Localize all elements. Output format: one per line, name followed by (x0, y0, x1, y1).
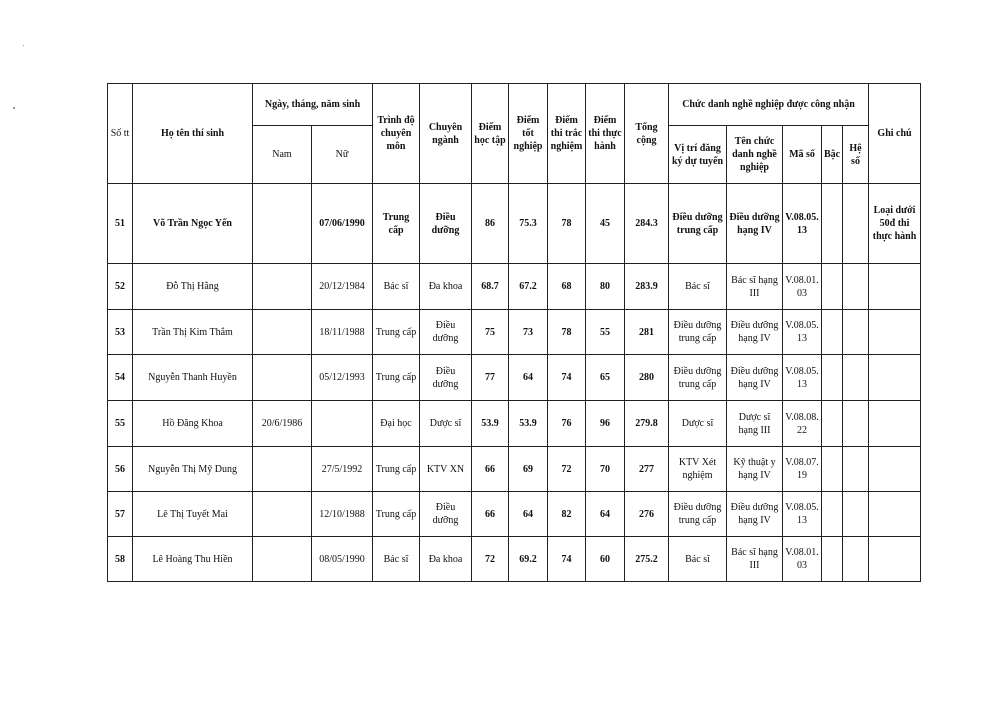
candidate-score-table (107, 83, 921, 582)
cell-code: V.08.05. 13 (783, 492, 822, 537)
header-female: Nữ (312, 126, 373, 184)
scan-speck (23, 45, 24, 46)
cell-grade (822, 401, 843, 447)
cell-name: Đỗ Thị Hằng (133, 264, 253, 310)
table-row (108, 264, 921, 310)
cell-grade (822, 355, 843, 401)
cell-position: KTV Xét nghiệm (669, 447, 727, 492)
cell-title: Điều dưỡng hạng IV (727, 310, 783, 355)
cell-study-score: 68.7 (472, 264, 509, 310)
header-row-top (108, 84, 921, 126)
cell-dob-female: 20/12/1984 (312, 264, 373, 310)
cell-dob-female: 05/12/1993 (312, 355, 373, 401)
cell-dob-male (253, 537, 312, 582)
cell-study-score: 66 (472, 447, 509, 492)
cell-total: 276 (625, 492, 669, 537)
cell-name: Võ Trần Ngọc Yến (133, 184, 253, 264)
cell-practice-score: 70 (586, 447, 625, 492)
cell-dob-female: 18/11/1988 (312, 310, 373, 355)
cell-name: Lê Hoàng Thu Hiền (133, 537, 253, 582)
cell-total: 275.2 (625, 537, 669, 582)
cell-stt: 56 (108, 447, 133, 492)
cell-test-score: 72 (548, 447, 586, 492)
cell-dob-female: 27/5/1992 (312, 447, 373, 492)
cell-name: Nguyễn Thị Mỹ Dung (133, 447, 253, 492)
cell-position: Điều dưỡng trung cấp (669, 355, 727, 401)
cell-grad-score: 53.9 (509, 401, 548, 447)
cell-major: KTV XN (420, 447, 472, 492)
cell-grade (822, 264, 843, 310)
cell-total: 280 (625, 355, 669, 401)
cell-qualification: Trung cấp (373, 184, 420, 264)
cell-coef (843, 492, 869, 537)
cell-study-score: 77 (472, 355, 509, 401)
header-name: Họ tên thí sinh (133, 84, 253, 184)
cell-grad-score: 64 (509, 492, 548, 537)
cell-total: 279.8 (625, 401, 669, 447)
header-stt: Số tt (108, 84, 133, 184)
header-coef: Hệ số (843, 126, 869, 184)
cell-dob-male (253, 310, 312, 355)
cell-name: Lê Thị Tuyết Mai (133, 492, 253, 537)
cell-practice-score: 96 (586, 401, 625, 447)
cell-notes: Loại dưới 50đ thi thực hành (869, 184, 921, 264)
cell-code: V.08.05. 13 (783, 355, 822, 401)
cell-position: Dược sĩ (669, 401, 727, 447)
cell-total: 281 (625, 310, 669, 355)
cell-title: Dược sĩ hạng III (727, 401, 783, 447)
cell-position: Điều dưỡng trung cấp (669, 492, 727, 537)
cell-name: Trần Thị Kim Thắm (133, 310, 253, 355)
cell-qualification: Đại học (373, 401, 420, 447)
cell-major: Điều dưỡng (420, 355, 472, 401)
scan-speck (13, 107, 15, 109)
cell-dob-male (253, 492, 312, 537)
header-test-score: Điểm thi trắc nghiệm (548, 84, 586, 184)
cell-notes (869, 355, 921, 401)
cell-total: 284.3 (625, 184, 669, 264)
cell-notes (869, 537, 921, 582)
header-total: Tổng cộng (625, 84, 669, 184)
header-qualification: Trình độ chuyên môn (373, 84, 420, 184)
cell-stt: 52 (108, 264, 133, 310)
cell-title: Kỹ thuật y hạng IV (727, 447, 783, 492)
cell-practice-score: 80 (586, 264, 625, 310)
cell-coef (843, 447, 869, 492)
cell-practice-score: 60 (586, 537, 625, 582)
cell-major: Điều dưỡng (420, 492, 472, 537)
cell-grade (822, 447, 843, 492)
cell-coef (843, 264, 869, 310)
cell-dob-female: 08/05/1990 (312, 537, 373, 582)
cell-notes (869, 310, 921, 355)
cell-dob-male: 20/6/1986 (253, 401, 312, 447)
cell-test-score: 74 (548, 355, 586, 401)
cell-grade (822, 310, 843, 355)
cell-grade (822, 492, 843, 537)
cell-grad-score: 67.2 (509, 264, 548, 310)
header-male: Nam (253, 126, 312, 184)
cell-test-score: 74 (548, 537, 586, 582)
cell-grade (822, 184, 843, 264)
cell-coef (843, 184, 869, 264)
cell-test-score: 76 (548, 401, 586, 447)
cell-notes (869, 264, 921, 310)
cell-title: Điều dưỡng hạng IV (727, 492, 783, 537)
table-row (108, 447, 921, 492)
header-title-group: Chức danh nghề nghiệp được công nhận (669, 84, 869, 126)
cell-test-score: 68 (548, 264, 586, 310)
cell-stt: 55 (108, 401, 133, 447)
header-notes: Ghi chú (869, 84, 921, 184)
header-study-score: Điểm học tập (472, 84, 509, 184)
cell-name: Hồ Đăng Khoa (133, 401, 253, 447)
cell-coef (843, 401, 869, 447)
cell-title: Bác sĩ hạng III (727, 264, 783, 310)
cell-major: Đa khoa (420, 537, 472, 582)
cell-code: V.08.08. 22 (783, 401, 822, 447)
cell-coef (843, 355, 869, 401)
cell-position: Điều dưỡng trung cấp (669, 310, 727, 355)
cell-stt: 57 (108, 492, 133, 537)
cell-position: Bác sĩ (669, 537, 727, 582)
cell-dob-male (253, 184, 312, 264)
cell-practice-score: 45 (586, 184, 625, 264)
cell-stt: 58 (108, 537, 133, 582)
cell-stt: 51 (108, 184, 133, 264)
header-title-name: Tên chức danh nghề nghiệp (727, 126, 783, 184)
cell-position: Điều dưỡng trung cấp (669, 184, 727, 264)
header-position: Vị trí đăng ký dự tuyển (669, 126, 727, 184)
cell-qualification: Trung cấp (373, 355, 420, 401)
header-major: Chuyên ngành (420, 84, 472, 184)
cell-major: Đa khoa (420, 264, 472, 310)
cell-code: V.08.05. 13 (783, 310, 822, 355)
header-grade: Bậc (822, 126, 843, 184)
cell-code: V.08.01. 03 (783, 537, 822, 582)
cell-total: 277 (625, 447, 669, 492)
cell-dob-female: 12/10/1988 (312, 492, 373, 537)
cell-total: 283.9 (625, 264, 669, 310)
cell-qualification: Trung cấp (373, 492, 420, 537)
table-row (108, 184, 921, 264)
cell-title: Bác sĩ hạng III (727, 537, 783, 582)
cell-major: Điều dưỡng (420, 310, 472, 355)
cell-coef (843, 537, 869, 582)
cell-dob-female (312, 401, 373, 447)
cell-practice-score: 64 (586, 492, 625, 537)
cell-dob-male (253, 264, 312, 310)
cell-dob-male (253, 447, 312, 492)
cell-position: Bác sĩ (669, 264, 727, 310)
cell-test-score: 78 (548, 310, 586, 355)
cell-grade (822, 537, 843, 582)
cell-grad-score: 69 (509, 447, 548, 492)
cell-practice-score: 55 (586, 310, 625, 355)
header-dob: Ngày, tháng, năm sinh (253, 84, 373, 126)
table-row (108, 492, 921, 537)
cell-test-score: 78 (548, 184, 586, 264)
cell-stt: 54 (108, 355, 133, 401)
cell-practice-score: 65 (586, 355, 625, 401)
cell-notes (869, 492, 921, 537)
cell-grad-score: 69.2 (509, 537, 548, 582)
cell-qualification: Trung cấp (373, 310, 420, 355)
cell-dob-female: 07/06/1990 (312, 184, 373, 264)
cell-major: Điều dưỡng (420, 184, 472, 264)
cell-grad-score: 64 (509, 355, 548, 401)
cell-notes (869, 401, 921, 447)
cell-study-score: 53.9 (472, 401, 509, 447)
table-row (108, 310, 921, 355)
cell-major: Dược sĩ (420, 401, 472, 447)
cell-grad-score: 73 (509, 310, 548, 355)
cell-test-score: 82 (548, 492, 586, 537)
cell-study-score: 72 (472, 537, 509, 582)
cell-study-score: 66 (472, 492, 509, 537)
table-row (108, 401, 921, 447)
header-practice-score: Điểm thi thực hành (586, 84, 625, 184)
cell-qualification: Bác sĩ (373, 264, 420, 310)
cell-study-score: 86 (472, 184, 509, 264)
cell-grad-score: 75.3 (509, 184, 548, 264)
cell-code: V.08.05. 13 (783, 184, 822, 264)
cell-study-score: 75 (472, 310, 509, 355)
cell-qualification: Trung cấp (373, 447, 420, 492)
cell-title: Điều dưỡng hạng IV (727, 184, 783, 264)
cell-dob-male (253, 355, 312, 401)
cell-title: Điều dưỡng hạng IV (727, 355, 783, 401)
cell-code: V.08.07. 19 (783, 447, 822, 492)
header-grad-score: Điểm tốt nghiệp (509, 84, 548, 184)
cell-coef (843, 310, 869, 355)
cell-notes (869, 447, 921, 492)
cell-stt: 53 (108, 310, 133, 355)
cell-name: Nguyễn Thanh Huyền (133, 355, 253, 401)
header-code: Mã số (783, 126, 822, 184)
cell-code: V.08.01. 03 (783, 264, 822, 310)
table-row (108, 355, 921, 401)
table-row (108, 537, 921, 582)
cell-qualification: Bác sĩ (373, 537, 420, 582)
